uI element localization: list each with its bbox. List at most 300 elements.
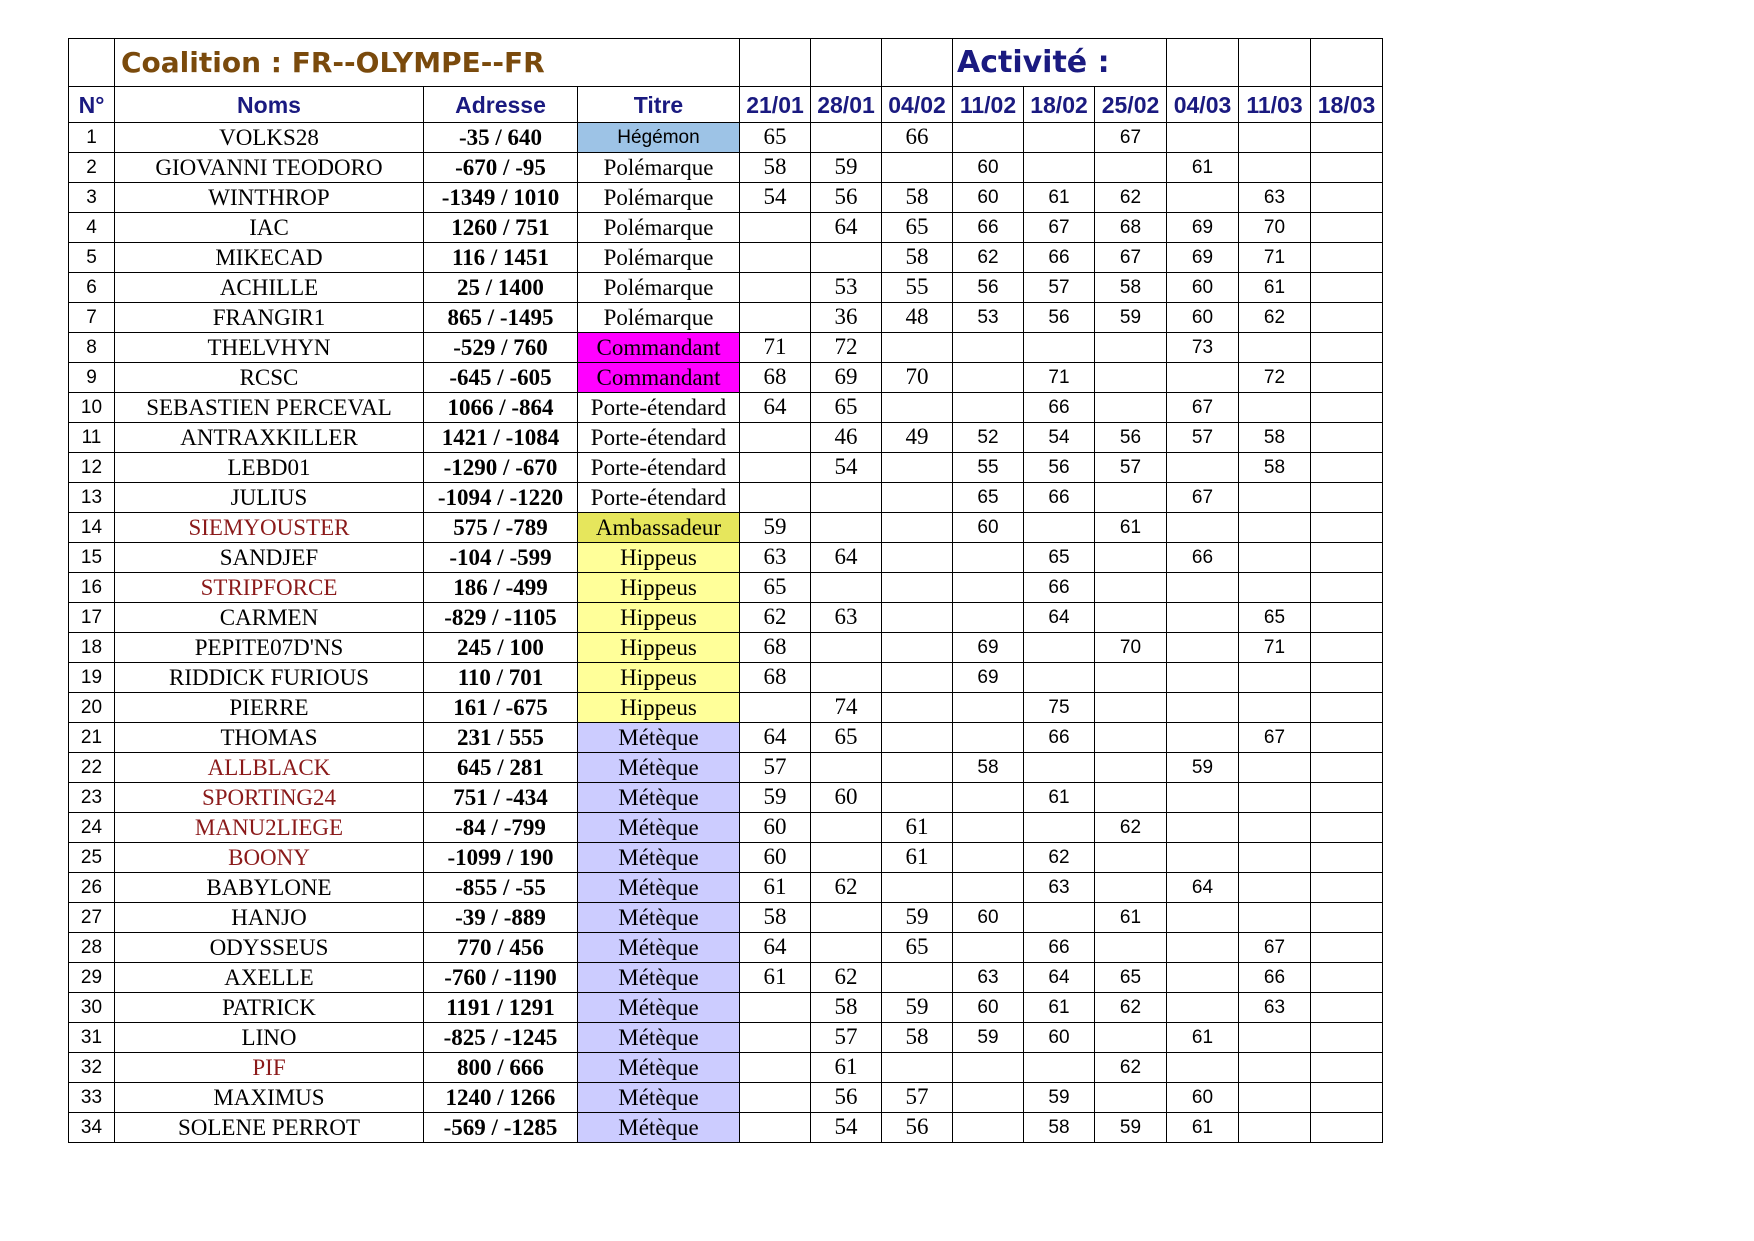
- activity-cell: [1311, 813, 1383, 843]
- member-name: ANTRAXKILLER: [115, 423, 424, 453]
- member-title: Polémarque: [578, 243, 740, 273]
- activity-cell: [1239, 543, 1311, 573]
- activity-cell: [1167, 603, 1239, 633]
- activity-cell: 60: [740, 813, 811, 843]
- activity-cell: [1167, 183, 1239, 213]
- member-address: -529 / 760: [424, 333, 578, 363]
- activity-cell: [1095, 543, 1167, 573]
- activity-cell: 71: [1239, 243, 1311, 273]
- activity-cell: [1024, 513, 1095, 543]
- activity-cell: [1311, 1023, 1383, 1053]
- activity-cell: 61: [882, 813, 953, 843]
- activity-cell: [1311, 873, 1383, 903]
- activity-cell: 66: [882, 123, 953, 153]
- activity-cell: 61: [882, 843, 953, 873]
- activity-cell: 59: [740, 783, 811, 813]
- table-row: [69, 153, 1383, 183]
- activity-cell: 57: [740, 753, 811, 783]
- activity-cell: [953, 543, 1024, 573]
- activity-cell: 64: [811, 213, 882, 243]
- activity-cell: 64: [1024, 963, 1095, 993]
- activity-cell: [1311, 1113, 1383, 1143]
- activity-cell: [1167, 663, 1239, 693]
- member-address: 1191 / 1291: [424, 993, 578, 1023]
- activity-cell: [811, 663, 882, 693]
- member-title: Métèque: [578, 783, 740, 813]
- activity-cell: [882, 603, 953, 633]
- activity-cell: 61: [1167, 1113, 1239, 1143]
- activity-cell: 67: [1239, 723, 1311, 753]
- member-name: MIKECAD: [115, 243, 424, 273]
- activity-cell: 72: [1239, 363, 1311, 393]
- activity-cell: [1239, 1053, 1311, 1083]
- member-address: -825 / -1245: [424, 1023, 578, 1053]
- activity-cell: 54: [1024, 423, 1095, 453]
- activity-cell: 55: [953, 453, 1024, 483]
- table-row: [69, 693, 1383, 723]
- member-address: 645 / 281: [424, 753, 578, 783]
- table-row: [69, 573, 1383, 603]
- row-number: 9: [69, 363, 115, 393]
- member-name: RIDDICK FURIOUS: [115, 663, 424, 693]
- activity-cell: 63: [953, 963, 1024, 993]
- activity-cell: 62: [1095, 183, 1167, 213]
- activity-cell: [1167, 993, 1239, 1023]
- activity-cell: [811, 933, 882, 963]
- activity-cell: [1311, 903, 1383, 933]
- activity-cell: [953, 813, 1024, 843]
- member-name: JULIUS: [115, 483, 424, 513]
- blank-cell: [1167, 39, 1239, 87]
- activity-cell: [1239, 753, 1311, 783]
- member-address: -39 / -889: [424, 903, 578, 933]
- header-date: 04/03: [1167, 87, 1239, 123]
- activity-cell: [953, 123, 1024, 153]
- activity-cell: 65: [811, 393, 882, 423]
- activity-cell: 61: [811, 1053, 882, 1083]
- table-row: [69, 933, 1383, 963]
- blank-cell: [740, 39, 811, 87]
- activity-cell: 65: [953, 483, 1024, 513]
- activity-cell: [811, 633, 882, 663]
- activity-cell: 67: [1167, 483, 1239, 513]
- activity-cell: 62: [1024, 843, 1095, 873]
- activity-cell: [882, 633, 953, 663]
- member-title: Métèque: [578, 813, 740, 843]
- activity-cell: [1311, 183, 1383, 213]
- activity-cell: 53: [811, 273, 882, 303]
- activity-cell: 71: [1024, 363, 1095, 393]
- row-number: 23: [69, 783, 115, 813]
- activity-cell: 61: [1167, 153, 1239, 183]
- member-title: Métèque: [578, 1083, 740, 1113]
- member-title: Porte-étendard: [578, 393, 740, 423]
- member-name: AXELLE: [115, 963, 424, 993]
- row-number: 27: [69, 903, 115, 933]
- row-number: 26: [69, 873, 115, 903]
- member-title: Hippeus: [578, 693, 740, 723]
- activity-cell: [1167, 123, 1239, 153]
- table-row: [69, 633, 1383, 663]
- activity-cell: 66: [1167, 543, 1239, 573]
- activity-cell: 63: [740, 543, 811, 573]
- activity-cell: 63: [1239, 183, 1311, 213]
- activity-cell: [882, 393, 953, 423]
- activity-cell: [1095, 663, 1167, 693]
- activity-cell: 59: [882, 903, 953, 933]
- activity-cell: 65: [1024, 543, 1095, 573]
- activity-cell: [1095, 573, 1167, 603]
- activity-cell: 59: [1095, 1113, 1167, 1143]
- activity-cell: 68: [740, 363, 811, 393]
- row-number: 19: [69, 663, 115, 693]
- activity-cell: [1239, 663, 1311, 693]
- activity-cell: 68: [1095, 213, 1167, 243]
- activity-cell: [1095, 1023, 1167, 1053]
- row-number: 8: [69, 333, 115, 363]
- activity-cell: [882, 753, 953, 783]
- activity-cell: 65: [740, 573, 811, 603]
- row-number: 7: [69, 303, 115, 333]
- member-address: -1290 / -670: [424, 453, 578, 483]
- member-title: Hégémon: [578, 123, 740, 153]
- activity-cell: [953, 1053, 1024, 1083]
- activity-cell: 61: [1024, 183, 1095, 213]
- table-row: [69, 123, 1383, 153]
- row-number: 4: [69, 213, 115, 243]
- member-title: Métèque: [578, 753, 740, 783]
- activity-cell: [1167, 693, 1239, 723]
- activity-cell: [1167, 963, 1239, 993]
- table-row: [69, 453, 1383, 483]
- member-name: FRANGIR1: [115, 303, 424, 333]
- table-row: [69, 723, 1383, 753]
- member-title: Hippeus: [578, 543, 740, 573]
- activity-cell: [1095, 393, 1167, 423]
- row-number: 34: [69, 1113, 115, 1143]
- activity-cell: [953, 783, 1024, 813]
- member-address: 1240 / 1266: [424, 1083, 578, 1113]
- member-title: Porte-étendard: [578, 453, 740, 483]
- row-number: 18: [69, 633, 115, 663]
- activity-cell: 56: [882, 1113, 953, 1143]
- header-date: 28/01: [811, 87, 882, 123]
- activity-cell: 66: [1024, 573, 1095, 603]
- row-number: 32: [69, 1053, 115, 1083]
- member-title: Métèque: [578, 843, 740, 873]
- activity-cell: [1239, 783, 1311, 813]
- activity-cell: 65: [882, 933, 953, 963]
- activity-cell: [953, 693, 1024, 723]
- member-title: Métèque: [578, 1023, 740, 1053]
- row-number: 12: [69, 453, 115, 483]
- row-number: 31: [69, 1023, 115, 1053]
- member-name: VOLKS28: [115, 123, 424, 153]
- activity-cell: [1095, 603, 1167, 633]
- activity-cell: [1095, 843, 1167, 873]
- activity-cell: [1311, 273, 1383, 303]
- activity-cell: 59: [1095, 303, 1167, 333]
- member-title: Métèque: [578, 1113, 740, 1143]
- member-title: Polémarque: [578, 213, 740, 243]
- member-name: PEPITE07D'NS: [115, 633, 424, 663]
- activity-cell: 65: [811, 723, 882, 753]
- table-row: [69, 813, 1383, 843]
- row-number: 15: [69, 543, 115, 573]
- activity-cell: 64: [740, 393, 811, 423]
- member-address: -855 / -55: [424, 873, 578, 903]
- header-date: 11/03: [1239, 87, 1311, 123]
- activity-cell: 65: [740, 123, 811, 153]
- table-row: [69, 903, 1383, 933]
- activity-cell: 58: [882, 183, 953, 213]
- header-date: 18/03: [1311, 87, 1383, 123]
- activity-cell: 62: [1095, 1053, 1167, 1083]
- activity-cell: [1239, 123, 1311, 153]
- activity-cell: 69: [1167, 213, 1239, 243]
- activity-cell: [1167, 903, 1239, 933]
- activity-cell: 59: [811, 153, 882, 183]
- activity-cell: 59: [882, 993, 953, 1023]
- row-number: 16: [69, 573, 115, 603]
- header-date: 25/02: [1095, 87, 1167, 123]
- header-date: 18/02: [1024, 87, 1095, 123]
- activity-cell: [1095, 873, 1167, 903]
- activity-cell: [1311, 993, 1383, 1023]
- activity-cell: [1311, 963, 1383, 993]
- activity-cell: [1095, 783, 1167, 813]
- activity-cell: [1311, 933, 1383, 963]
- activity-cell: [1311, 783, 1383, 813]
- activity-cell: 59: [740, 513, 811, 543]
- table-row: [69, 1113, 1383, 1143]
- member-title: Polémarque: [578, 153, 740, 183]
- member-address: 245 / 100: [424, 633, 578, 663]
- member-title: Métèque: [578, 873, 740, 903]
- activity-cell: [1095, 753, 1167, 783]
- member-address: -829 / -1105: [424, 603, 578, 633]
- activity-cell: 60: [953, 183, 1024, 213]
- member-title: Métèque: [578, 993, 740, 1023]
- activity-cell: [953, 843, 1024, 873]
- activity-cell: 59: [1024, 1083, 1095, 1113]
- member-name: SPORTING24: [115, 783, 424, 813]
- activity-cell: [740, 483, 811, 513]
- activity-cell: [1167, 513, 1239, 543]
- activity-cell: 56: [1024, 453, 1095, 483]
- activity-cell: [953, 1083, 1024, 1113]
- member-name: STRIPFORCE: [115, 573, 424, 603]
- member-name: CARMEN: [115, 603, 424, 633]
- table-row: [69, 783, 1383, 813]
- activity-cell: 71: [740, 333, 811, 363]
- member-title: Métèque: [578, 963, 740, 993]
- member-name: GIOVANNI TEODORO: [115, 153, 424, 183]
- blank-cell: [811, 39, 882, 87]
- activity-cell: [740, 423, 811, 453]
- activity-cell: 36: [811, 303, 882, 333]
- activity-cell: [1239, 393, 1311, 423]
- activity-cell: [882, 483, 953, 513]
- activity-cell: 58: [740, 153, 811, 183]
- member-address: -760 / -1190: [424, 963, 578, 993]
- activity-cell: 56: [1024, 303, 1095, 333]
- activity-cell: [1239, 153, 1311, 183]
- activity-cell: [811, 813, 882, 843]
- row-number: 14: [69, 513, 115, 543]
- member-address: -569 / -1285: [424, 1113, 578, 1143]
- activity-cell: [740, 453, 811, 483]
- member-name: ACHILLE: [115, 273, 424, 303]
- activity-cell: [1095, 153, 1167, 183]
- blank-cell: [1311, 39, 1383, 87]
- header-name: Noms: [115, 87, 424, 123]
- activity-cell: [740, 1083, 811, 1113]
- table-row: [69, 423, 1383, 453]
- table-row: [69, 333, 1383, 363]
- activity-cell: [1024, 903, 1095, 933]
- activity-cell: 61: [1167, 1023, 1239, 1053]
- activity-cell: [1095, 333, 1167, 363]
- activity-cell: [811, 483, 882, 513]
- activity-cell: 67: [1024, 213, 1095, 243]
- activity-cell: [1167, 573, 1239, 603]
- activity-cell: 67: [1167, 393, 1239, 423]
- activity-cell: 64: [740, 933, 811, 963]
- activity-cell: 54: [740, 183, 811, 213]
- activity-cell: [740, 993, 811, 1023]
- member-address: 1260 / 751: [424, 213, 578, 243]
- member-name: MAXIMUS: [115, 1083, 424, 1113]
- activity-cell: [1239, 483, 1311, 513]
- activity-cell: [1311, 123, 1383, 153]
- header-date: 21/01: [740, 87, 811, 123]
- activity-cell: [740, 243, 811, 273]
- activity-cell: 57: [1167, 423, 1239, 453]
- activity-cell: [953, 933, 1024, 963]
- member-title: Métèque: [578, 933, 740, 963]
- corner-cell: [69, 39, 115, 87]
- activity-cell: [1167, 363, 1239, 393]
- activity-cell: 60: [953, 513, 1024, 543]
- member-address: 800 / 666: [424, 1053, 578, 1083]
- activity-cell: 64: [811, 543, 882, 573]
- activity-cell: [953, 873, 1024, 903]
- member-address: -1349 / 1010: [424, 183, 578, 213]
- activity-cell: 60: [1024, 1023, 1095, 1053]
- coalition-title: Coalition : FR--OLYMPE--FR: [115, 39, 740, 87]
- member-address: -645 / -605: [424, 363, 578, 393]
- row-number: 5: [69, 243, 115, 273]
- member-address: -104 / -599: [424, 543, 578, 573]
- member-title: Métèque: [578, 723, 740, 753]
- activity-cell: 52: [953, 423, 1024, 453]
- activity-cell: [1239, 903, 1311, 933]
- header-title: Titre: [578, 87, 740, 123]
- activity-cell: 71: [1239, 633, 1311, 663]
- activity-cell: 64: [1167, 873, 1239, 903]
- member-name: PIERRE: [115, 693, 424, 723]
- activity-cell: 58: [1024, 1113, 1095, 1143]
- activity-cell: 58: [811, 993, 882, 1023]
- table-row: [69, 843, 1383, 873]
- member-title: Polémarque: [578, 303, 740, 333]
- table-row: [69, 303, 1383, 333]
- table-row: [69, 753, 1383, 783]
- activity-cell: [953, 333, 1024, 363]
- activity-cell: [1311, 303, 1383, 333]
- activity-cell: [1167, 933, 1239, 963]
- activity-cell: [953, 573, 1024, 603]
- activity-cell: [1311, 723, 1383, 753]
- activity-cell: [1024, 1053, 1095, 1083]
- member-name: SEBASTIEN PERCEVAL: [115, 393, 424, 423]
- activity-cell: 56: [811, 1083, 882, 1113]
- activity-cell: 66: [953, 213, 1024, 243]
- activity-cell: [1239, 843, 1311, 873]
- table-row: [69, 393, 1383, 423]
- activity-cell: [882, 513, 953, 543]
- activity-cell: [882, 693, 953, 723]
- activity-cell: [811, 903, 882, 933]
- activity-cell: 67: [1095, 123, 1167, 153]
- member-address: -1094 / -1220: [424, 483, 578, 513]
- activity-cell: 48: [882, 303, 953, 333]
- table-row: [69, 243, 1383, 273]
- title-row: [69, 39, 1383, 87]
- activity-cell: [1167, 723, 1239, 753]
- activity-cell: 74: [811, 693, 882, 723]
- activity-cell: 68: [740, 663, 811, 693]
- member-address: -670 / -95: [424, 153, 578, 183]
- activity-cell: [953, 603, 1024, 633]
- member-rows: [69, 123, 1383, 1143]
- member-name: LINO: [115, 1023, 424, 1053]
- table-row: [69, 1023, 1383, 1053]
- member-name: BABYLONE: [115, 873, 424, 903]
- activity-cell: [953, 363, 1024, 393]
- activity-cell: [1095, 933, 1167, 963]
- activity-cell: 61: [1024, 993, 1095, 1023]
- activity-title: Activité :: [953, 39, 1167, 87]
- member-address: 1421 / -1084: [424, 423, 578, 453]
- activity-cell: 61: [740, 963, 811, 993]
- row-number: 17: [69, 603, 115, 633]
- activity-cell: [1311, 153, 1383, 183]
- activity-cell: 57: [811, 1023, 882, 1053]
- activity-cell: [811, 243, 882, 273]
- activity-cell: [1311, 423, 1383, 453]
- activity-cell: [1167, 453, 1239, 483]
- activity-cell: 62: [953, 243, 1024, 273]
- member-address: -1099 / 190: [424, 843, 578, 873]
- activity-cell: [882, 723, 953, 753]
- activity-cell: 61: [1095, 903, 1167, 933]
- table-row: [69, 213, 1383, 243]
- member-address: 161 / -675: [424, 693, 578, 723]
- activity-cell: [1311, 543, 1383, 573]
- activity-cell: 54: [811, 453, 882, 483]
- activity-cell: 65: [1095, 963, 1167, 993]
- activity-cell: 63: [1239, 993, 1311, 1023]
- member-title: Ambassadeur: [578, 513, 740, 543]
- table-row: [69, 273, 1383, 303]
- activity-cell: 70: [882, 363, 953, 393]
- member-address: -84 / -799: [424, 813, 578, 843]
- activity-cell: [1024, 663, 1095, 693]
- table-row: [69, 513, 1383, 543]
- table-row: [69, 1053, 1383, 1083]
